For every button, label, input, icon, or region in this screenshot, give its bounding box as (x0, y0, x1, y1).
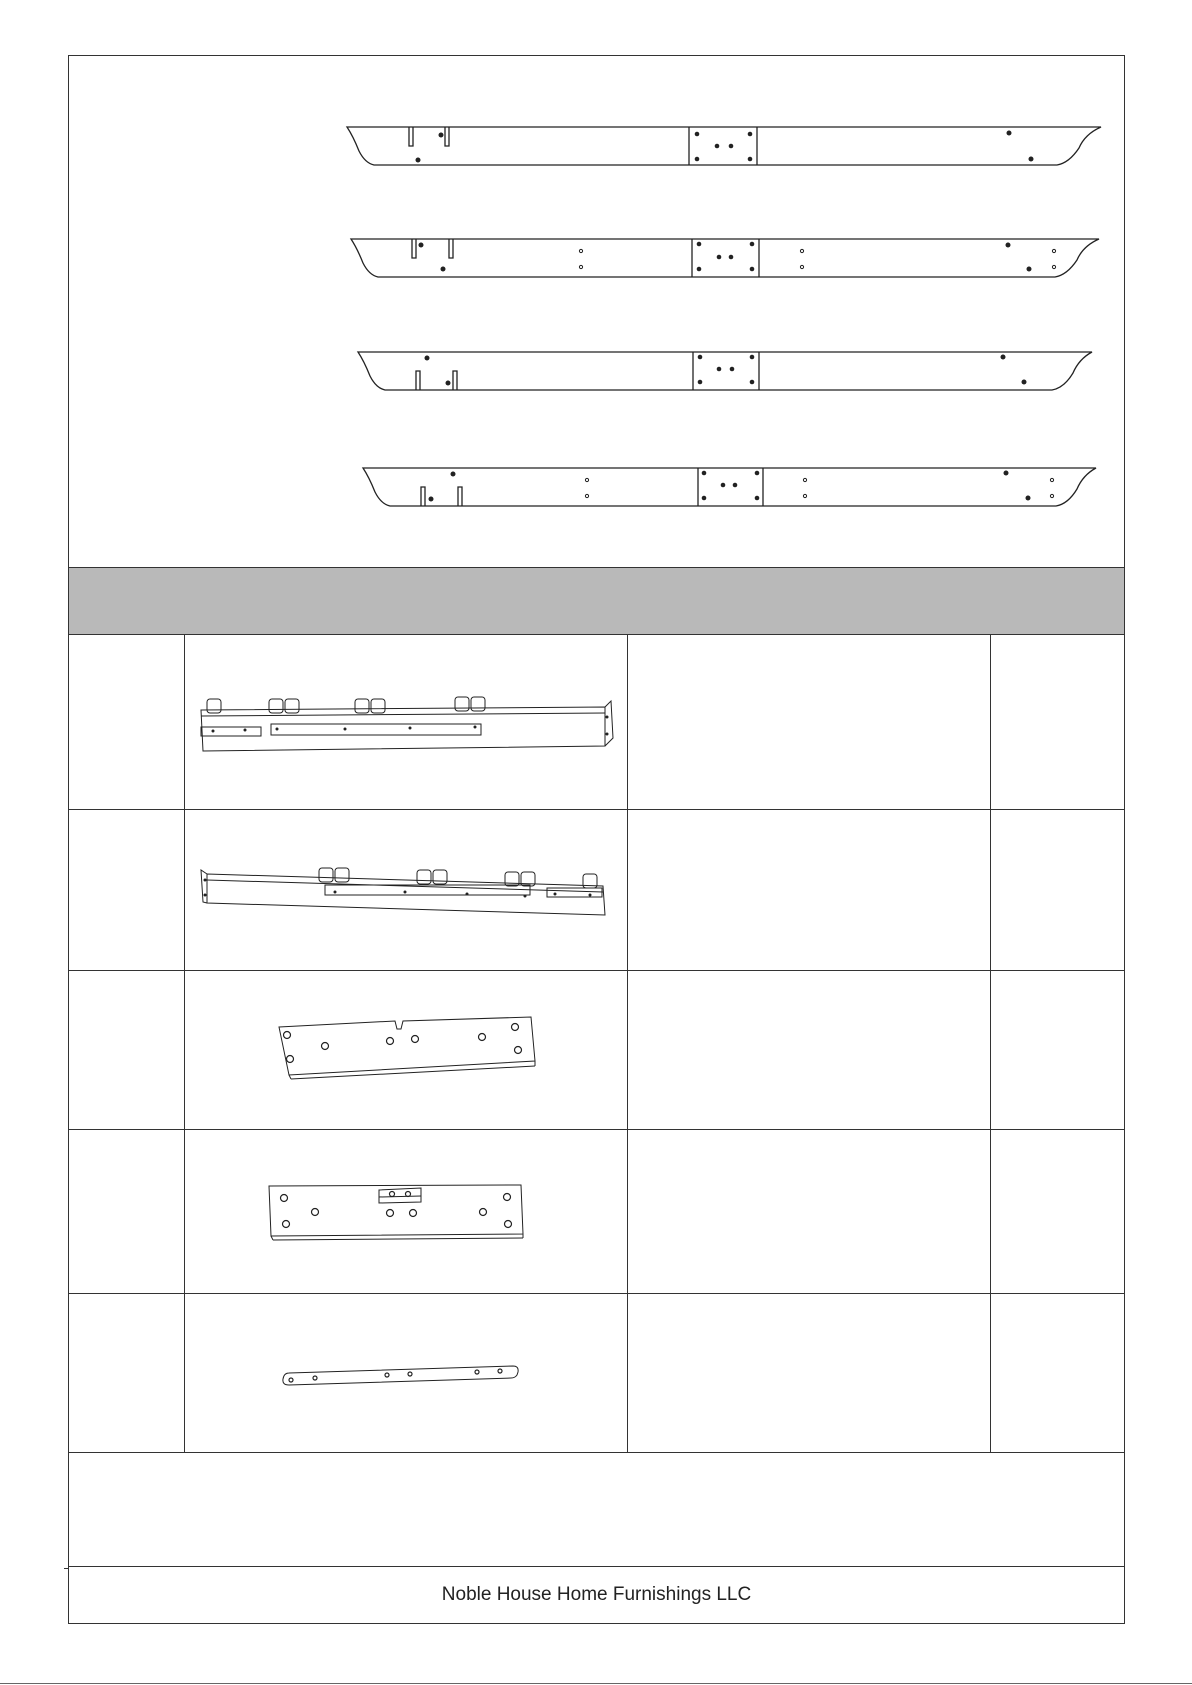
rail-outline-1 (347, 127, 1101, 165)
company-name: Noble House Home Furnishings LLC (441, 1584, 752, 1605)
part-image-cell (185, 1294, 628, 1452)
part-description-cell (628, 1130, 991, 1293)
part-image-cell (185, 1130, 628, 1293)
part-description-cell (628, 1294, 991, 1452)
thin-slat-icon (185, 1294, 628, 1453)
part-id-cell (69, 1130, 185, 1293)
part-id-cell (69, 810, 185, 970)
part-description-cell (628, 971, 991, 1129)
part-qty-cell (991, 971, 1124, 1129)
part-id-cell (69, 1294, 185, 1452)
part-qty-cell (991, 1294, 1124, 1452)
part-id-cell (69, 971, 185, 1129)
table-row (69, 1130, 1124, 1294)
table-row (69, 1294, 1124, 1453)
table-row (69, 810, 1124, 971)
long-rail-with-brackets-mirrored-icon (185, 810, 628, 971)
footer (69, 1567, 1124, 1623)
plank-with-center-bracket-icon (185, 1130, 628, 1294)
part-description-cell (628, 634, 991, 809)
notes-area (69, 1453, 1124, 1567)
page-frame (68, 55, 1125, 1624)
table-row (69, 634, 1124, 810)
part-qty-cell (991, 634, 1124, 809)
page-edge-line (0, 1683, 1192, 1684)
header-band (69, 567, 1124, 635)
top-drawings (69, 56, 1124, 567)
long-rail-with-brackets-icon (185, 634, 628, 810)
part-qty-cell (991, 1130, 1124, 1293)
margin-mark (64, 1568, 68, 1569)
part-qty-cell (991, 810, 1124, 970)
rail-outline-2 (351, 239, 1099, 277)
part-id-cell (69, 634, 185, 809)
part-image-cell (185, 971, 628, 1129)
table-row (69, 971, 1124, 1130)
part-description-cell (628, 810, 991, 970)
plank-with-holes-icon (185, 971, 628, 1130)
rail-outline-3 (358, 352, 1092, 390)
part-image-cell (185, 810, 628, 970)
rail-outline-4 (363, 468, 1096, 506)
part-image-cell (185, 634, 628, 809)
